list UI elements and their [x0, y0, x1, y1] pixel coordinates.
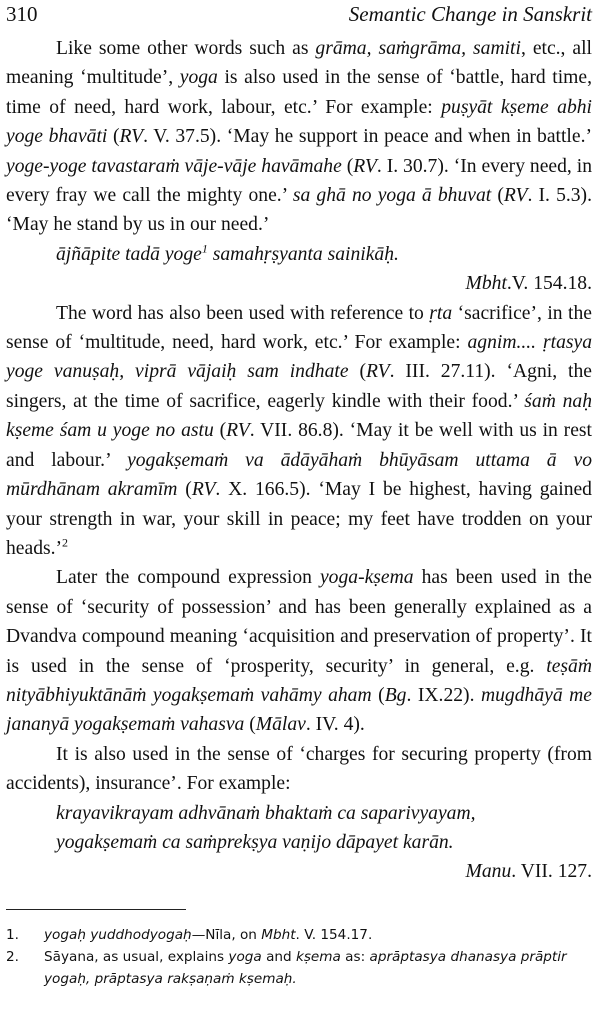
citation-1: Mbht.V. 154.18. [465, 273, 592, 295]
running-title: Semantic Change in Sanskrit [348, 2, 592, 26]
paragraph-4: It is also used in the sense of ‘charges for securing property (from accidents), insurance’. For example: [6, 743, 592, 795]
paragraph-1: Like some other words such as grāma, saṁgrāma, samiti, etc., all meaning ‘multitude’, yoga is also used in the sense of ‘battle, hard time, time of need, hard work, labour, etc.’ For example: puṣyāt kṣeme abhi yoge bhavāti (RV. V. 37.5). ‘May he support in peace and when in battle.’ yoge-yoge tavastaraṁ vāje-vāje havāmahe (RV. I. 30.7). ‘In every need, in every fray we call the mighty one.’ sa ghā no yoga ā bhuvat (RV. I. 5.3). ‘May he stand by us in our need.’ [6, 38, 593, 236]
footnote-ref-2[interactable]: 2 [62, 535, 69, 550]
footnotes [6, 924, 592, 990]
main-text [6, 34, 592, 887]
paragraph-2: The word has also been used with reference to ṛta ‘sacrifice’, in the sense of ‘multitude, need, hard work, etc.’ For example: agnim.... ṛtasya yoge vanuṣaḥ, viprā vājaiḥ sam indhate (RV. III. 27.11). ‘Agni, the singers, at the time of sacrifice, eagerly kindle with their food.’ śaṁ naḥ kṣeme śam u yoge no astu (RV. VII. 86.8). ‘May it be well with us in rest and labour.’ yogakṣemaṁ va ādāyāhaṁ bhūyāsam uttama ā vo mūrdhānam akramīm (RV. X. 166.5). ‘May I be highest, having gained your strength in war, your skill in peace; my feet have trodden on your heads.’$^2$ [6, 302, 593, 559]
page-number: 310 [6, 2, 38, 26]
footnote-1: 1. yogaḥ yuddhodyogaḥ—Nīla, on Mbht. V. 154.17. [6, 926, 373, 943]
citation-2: Manu. VII. 127. [465, 861, 592, 883]
footnote-divider [6, 909, 186, 910]
verse-quote-2-line-1: krayavikrayam adhvānaṁ bhaktaṁ ca saparivyayam, [56, 802, 476, 824]
footnote-ref-1[interactable]: 1 [201, 241, 208, 256]
paragraph-3: Later the compound expression yoga-kṣema has been used in the sense of ‘security of possession’ and has been generally explained as a Dvandva compound meaning ‘acquisition and preservation of property’. It is used in the sense of ‘prosperity, security’ in general, e.g. teṣāṁ nityābhiyuktānāṁ yogakṣemaṁ vahāmy aham (Bg. IX.22). mugdhāyā me jananyā yogakṣemaṁ vahasva (Mālav. IV. 4). [6, 567, 592, 736]
footnote-2: 2. Sāyana, as usual, explains yoga and kṣema as: aprāptasya dhanasya prāptir yogaḥ, prāptasya rakṣaṇaṁ kṣemaḥ. [6, 948, 567, 987]
verse-quote-2-line-2: yogakṣemaṁ ca saṁprekṣya vaṇijo dāpayet karān. [56, 831, 454, 853]
verse-quote-1: ājñāpite tadā yoge$^1$ samahṛṣyanta sainikāḥ. [56, 241, 399, 265]
page-header [6, 0, 592, 34]
